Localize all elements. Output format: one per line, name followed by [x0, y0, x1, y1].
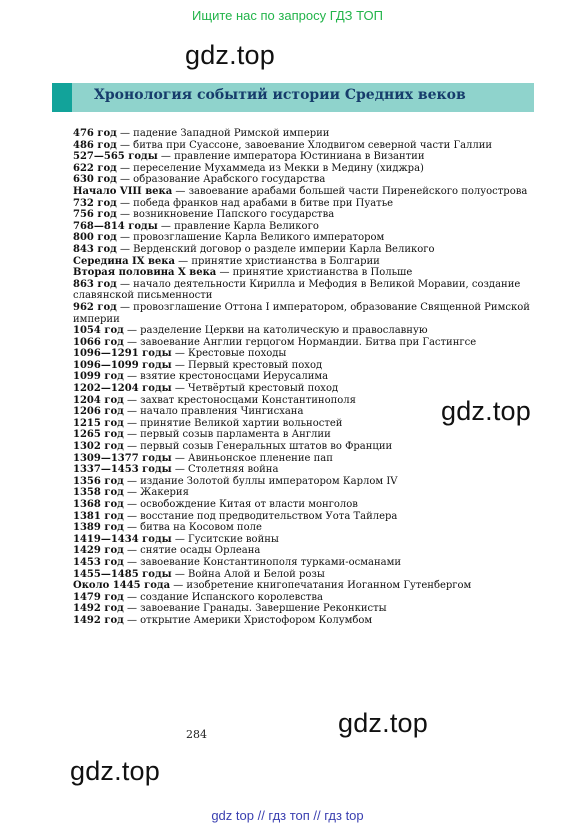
entry-event: — Столетняя война: [171, 464, 279, 476]
entry-date: 732 год: [73, 197, 117, 209]
entry-event: — битва при Суассоне, завоевание Хлодвигом северной части Галлии: [116, 139, 493, 151]
chronology-entry: [73, 140, 538, 152]
entry-event: — Первый крестовый поход: [171, 359, 323, 371]
entry-event: — Война Алой и Белой розы: [171, 568, 325, 580]
chronology-entry: [73, 221, 538, 233]
entry-date: 1368 год: [73, 499, 124, 510]
chronology-entry: [73, 151, 538, 163]
chronology-entry: [73, 569, 538, 581]
entry-date: 1215 год: [73, 417, 124, 429]
entry-date: Около 1445 года: [73, 580, 171, 592]
entry-date: 1066 год: [73, 336, 124, 348]
entry-event: — принятие христианства в Болгарии: [174, 255, 380, 267]
entry-event: — завоевание арабами большей части Пиренейского полуострова: [172, 185, 528, 197]
chronology-entry: [73, 499, 538, 511]
chronology-entry: [73, 186, 538, 198]
chronology-entry: [73, 163, 538, 175]
entry-date: 622 год: [73, 162, 117, 174]
chronology-entry: [73, 545, 538, 557]
chronology-entry: [73, 348, 538, 360]
entry-date: 962 год: [73, 301, 117, 313]
entry-date: 1204 год: [73, 394, 124, 406]
entry-event: — правление императора Юстиниана в Византии: [157, 151, 425, 163]
chronology-list: [73, 128, 538, 627]
chronology-entry: [73, 557, 538, 569]
entry-date: 1455—1485 годы: [73, 568, 172, 580]
entry-date: 1381 год: [73, 510, 124, 522]
entry-date: 1099 год: [73, 371, 124, 383]
entry-event: — снятие осады Орлеана: [123, 545, 261, 557]
chronology-banner: [52, 83, 534, 112]
chronology-entry: [73, 325, 538, 337]
entry-event: — битва на Косовом поле: [123, 522, 262, 534]
entry-event: — принятие Великой хартии вольностей: [123, 417, 343, 429]
entry-event: — восстание под предводительством Уота Тайлера: [123, 510, 398, 522]
entry-event: — провозглашение Оттона I императором, образование Священной Римской империи: [73, 301, 530, 325]
entry-event: — провозглашение Карла Великого императором: [116, 232, 385, 244]
chronology-entry: [73, 522, 538, 534]
entry-date: Вторая половина X века: [73, 267, 217, 279]
watermark-top: gdz.top: [185, 40, 275, 70]
entry-event: — разделение Церкви на католическую и православную: [123, 325, 428, 337]
entry-event: — освобождение Китая от власти монголов: [123, 499, 358, 510]
chronology-entry: [73, 371, 538, 383]
entry-event: — Авиньонское пленение пап: [171, 452, 333, 464]
chronology-entry: [73, 128, 538, 140]
entry-event: — Верденский договор о разделе империи Карла Великого: [116, 243, 435, 255]
entry-event: — принятие христианства в Польше: [216, 267, 413, 279]
chronology-entry: [73, 244, 538, 256]
entry-date: 1206 год: [73, 406, 124, 418]
entry-event: — правление Карла Великого: [157, 220, 319, 232]
entry-event: — Жакерия: [123, 487, 189, 499]
entry-date: 1356 год: [73, 475, 124, 487]
entry-event: — Крестовые походы: [171, 348, 287, 360]
chronology-entry: [73, 429, 538, 441]
footer-links[interactable]: gdz top // гдз топ // гдз top: [211, 808, 364, 823]
entry-date: 486 год: [73, 139, 117, 151]
top-search-link[interactable]: Ищите нас по запросу ГДЗ ТОП: [192, 8, 383, 23]
entry-date: 1302 год: [73, 441, 124, 453]
entry-event: — взятие крестоносцами Иерусалима: [123, 371, 329, 383]
chronology-entry: [73, 209, 538, 221]
entry-date: Начало VIII века: [73, 185, 173, 197]
chronology-entry: [73, 302, 538, 325]
entry-date: 1492 год: [73, 614, 124, 626]
entry-date: 756 год: [73, 209, 117, 221]
chronology-entry: [73, 464, 538, 476]
entry-event: — завоевание Англии герцогом Нормандии. Битва при Гастингсе: [123, 336, 477, 348]
entry-date: 1453 год: [73, 556, 124, 568]
entry-date: 1096—1291 годы: [73, 348, 172, 360]
entry-event: — возникновение Папского государства: [116, 209, 335, 221]
entry-date: 1096—1099 годы: [73, 359, 172, 371]
entry-date: 1429 год: [73, 545, 124, 557]
entry-date: 1337—1453 годы: [73, 464, 172, 476]
chronology-entry: [73, 511, 538, 523]
watermark-lower-left: gdz.top: [70, 756, 160, 786]
entry-event: — Четвёртый крестовый поход: [171, 383, 339, 395]
entry-event: — захват крестоносцами Константинополя: [123, 394, 356, 406]
entry-date: 863 год: [73, 278, 117, 290]
entry-event: — первый созыв парламента в Англии: [123, 429, 331, 441]
chronology-entry: [73, 615, 538, 627]
chronology-entry: [73, 441, 538, 453]
entry-date: 768—814 годы: [73, 220, 158, 232]
entry-event: — начало правления Чингисхана: [123, 406, 304, 418]
chronology-entry: [73, 603, 538, 615]
entry-date: 1265 год: [73, 429, 124, 441]
entry-event: — создание Испанского королевства: [123, 591, 323, 603]
entry-event: — открытие Америки Христофором Колумбом: [123, 614, 373, 626]
entry-date: 1479 год: [73, 591, 124, 603]
chronology-entry: [73, 453, 538, 465]
entry-date: 800 год: [73, 232, 117, 244]
watermark-middle: gdz.top: [441, 396, 531, 426]
chronology-entry: [73, 267, 538, 279]
chronology-entry: [73, 337, 538, 349]
entry-date: 630 год: [73, 174, 117, 186]
entry-date: 1492 год: [73, 603, 124, 615]
entry-event: — завоевание Гранады. Завершение Реконкисты: [123, 603, 387, 615]
entry-event: — изобретение книгопечатания Иоганном Гутенбергом: [170, 580, 472, 592]
chronology-entry: [73, 256, 538, 268]
chronology-entry: [73, 360, 538, 372]
entry-event: — образование Арабского государства: [116, 174, 326, 186]
entry-date: 1202—1204 годы: [73, 383, 172, 395]
entry-event: — Гуситские войны: [171, 533, 279, 545]
entry-date: 1389 год: [73, 522, 124, 534]
entry-date: 1419—1434 годы: [73, 533, 172, 545]
entry-date: 476 год: [73, 128, 117, 139]
page-number: 284: [186, 728, 207, 741]
chronology-entry: [73, 198, 538, 210]
entry-date: Середина IX века: [73, 255, 175, 267]
chronology-entry: [73, 534, 538, 546]
entry-date: 527—565 годы: [73, 151, 158, 163]
chronology-entry: [73, 487, 538, 499]
chronology-entry: [73, 476, 538, 488]
entry-event: — переселение Мухаммеда из Мекки в Медину (хиджра): [116, 162, 424, 174]
entry-event: — первый созыв Генеральных штатов во Франции: [123, 441, 393, 453]
entry-date: 843 год: [73, 243, 117, 255]
chronology-entry: [73, 279, 538, 302]
banner-accent-bar: [52, 83, 72, 112]
entry-event: — издание Золотой буллы императором Карлом IV: [123, 475, 398, 487]
watermark-lower-right: gdz.top: [338, 708, 428, 738]
chronology-entry: [73, 592, 538, 604]
chronology-entry: [73, 383, 538, 395]
banner-title: Хронология событий истории Средних веков: [94, 87, 466, 103]
entry-event: — начало деятельности Кирилла и Мефодия в Великой Моравии, создание славянской письменности: [73, 278, 521, 302]
chronology-entry: [73, 232, 538, 244]
chronology-entry: [73, 580, 538, 592]
entry-event: — завоевание Константинополя турками-османами: [123, 556, 402, 568]
entry-event: — победа франков над арабами в битве при Пуатье: [116, 197, 394, 209]
chronology-entry: [73, 174, 538, 186]
entry-date: 1309—1377 годы: [73, 452, 172, 464]
entry-event: — падение Западной Римской империи: [116, 128, 330, 139]
entry-date: 1054 год: [73, 325, 124, 337]
entry-date: 1358 год: [73, 487, 124, 499]
